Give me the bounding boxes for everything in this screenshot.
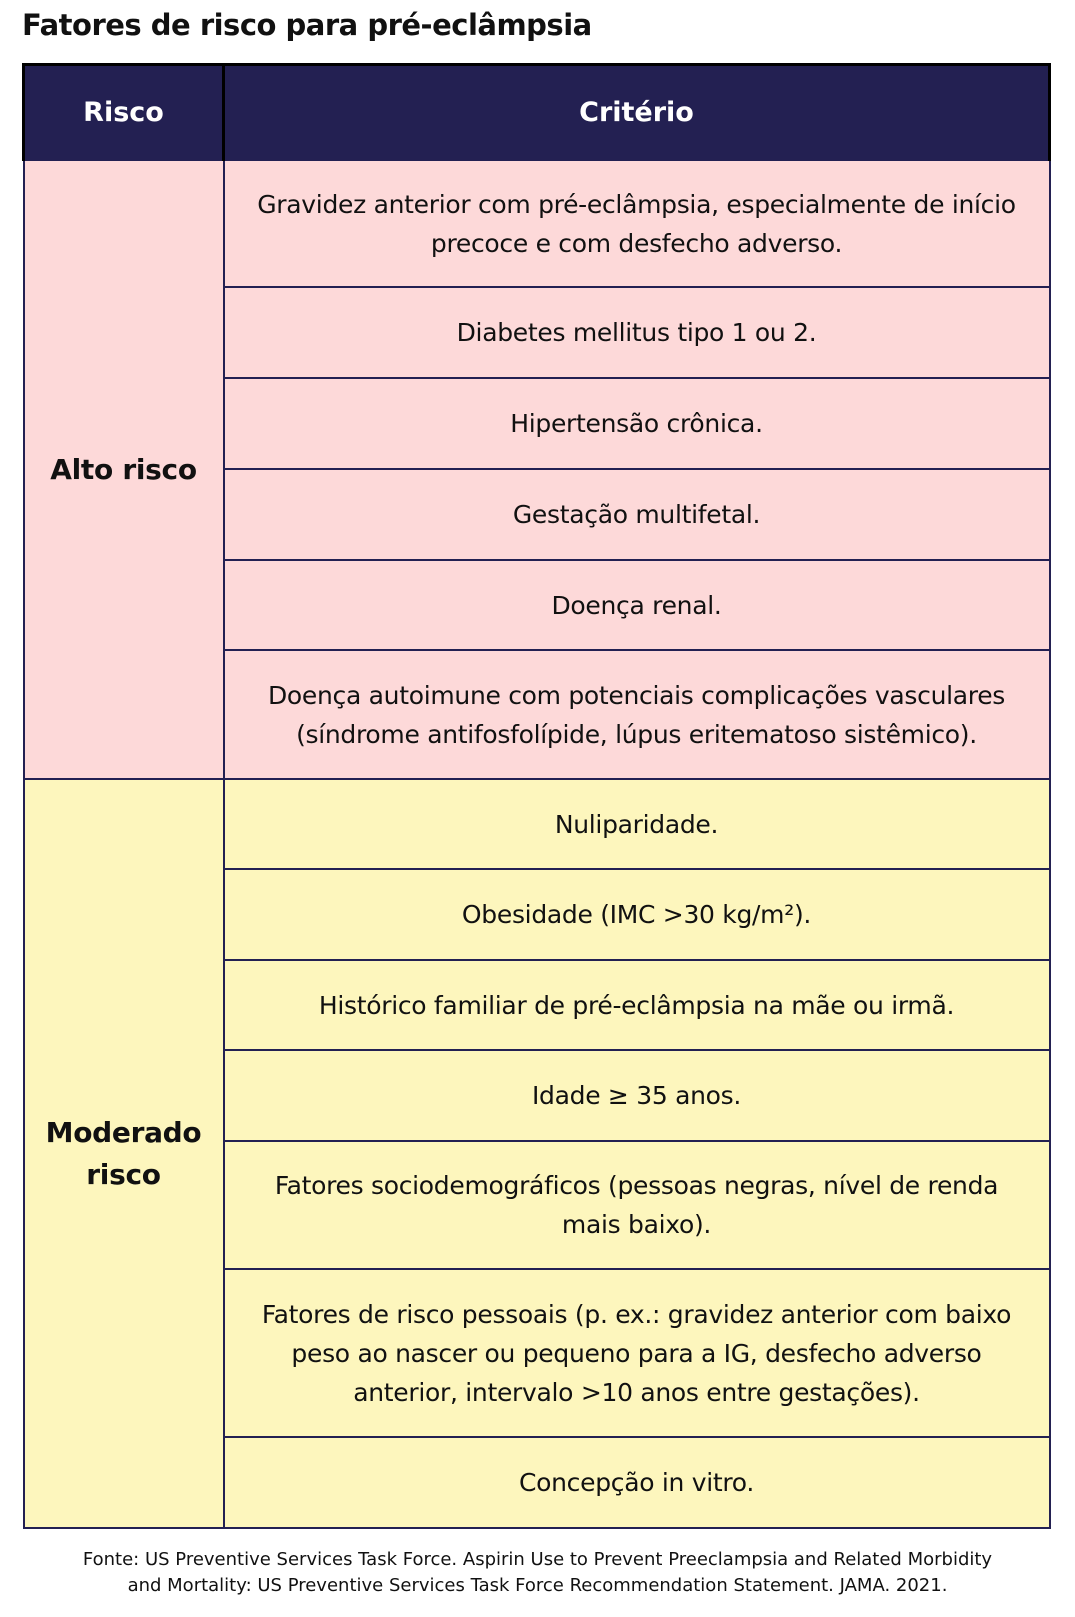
criterion-cell: Diabetes mellitus tipo 1 ou 2. <box>224 287 1050 378</box>
criterion-cell: Obesidade (IMC >30 kg/m²). <box>224 869 1050 960</box>
criterion-cell: Doença autoimune com potenciais complicações vasculares (síndrome antifosfolípide, lúpus eritematoso sistêmico). <box>224 650 1050 779</box>
criterion-cell: Histórico familiar de pré-eclâmpsia na mãe ou irmã. <box>224 960 1050 1050</box>
criterion-cell: Gestação multifetal. <box>224 469 1050 560</box>
source-footnote <box>0 1547 1075 1599</box>
footnote-line-1: Fonte: US Preventive Services Task Force. Aspirin Use to Prevent Preeclampsia and Related Morbidity <box>82 1549 993 1570</box>
header-risk: Risco <box>24 65 224 161</box>
risk-label-moderate: Moderado risco <box>24 779 224 1528</box>
criterion-cell: Doença renal. <box>224 560 1050 650</box>
criterion-cell: Concepção in vitro. <box>224 1437 1050 1528</box>
footnote-line-2: and Mortality: US Preventive Services Task Force Recommendation Statement. JAMA. 2021. <box>127 1575 948 1596</box>
table-row <box>24 779 1050 869</box>
criterion-cell: Nuliparidade. <box>224 779 1050 869</box>
risk-factors-table <box>22 63 1051 1529</box>
criterion-cell: Fatores de risco pessoais (p. ex.: gravidez anterior com baixo peso ao nascer ou pequeno para a IG, desfecho adverso anterior, intervalo >10 anos entre gestações). <box>224 1269 1050 1437</box>
risk-label-high: Alto risco <box>24 160 224 779</box>
criterion-cell: Idade ≥ 35 anos. <box>224 1050 1050 1141</box>
criterion-cell: Fatores sociodemográficos (pessoas negras, nível de renda mais baixo). <box>224 1141 1050 1269</box>
table-header-row <box>24 65 1050 161</box>
page-title: Fatores de risco para pré-eclâmpsia <box>22 8 592 42</box>
criterion-cell: Hipertensão crônica. <box>224 378 1050 469</box>
header-criteria: Critério <box>224 65 1050 161</box>
table-row <box>24 160 1050 287</box>
criterion-cell: Gravidez anterior com pré-eclâmpsia, especialmente de início precoce e com desfecho adverso. <box>224 160 1050 287</box>
